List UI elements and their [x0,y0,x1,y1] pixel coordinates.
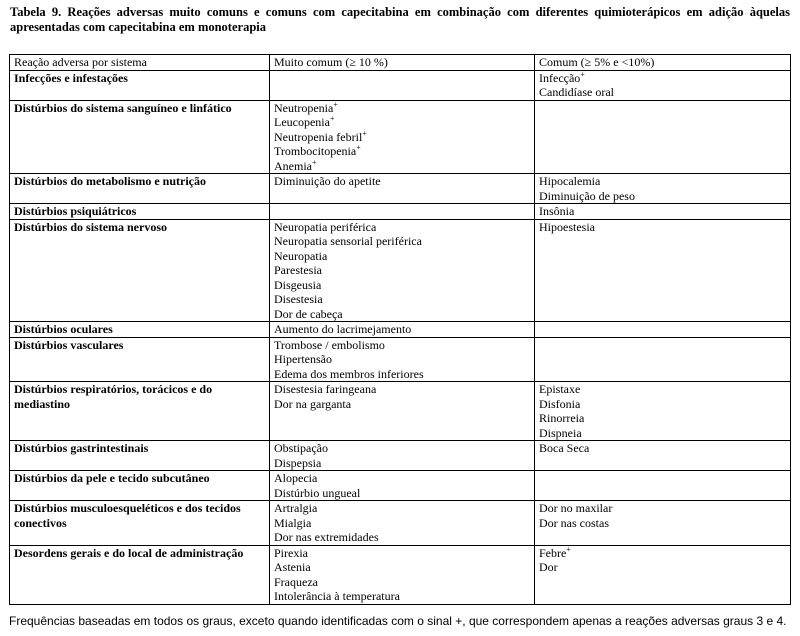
common-cell [535,545,791,604]
common-cell [535,322,791,338]
reaction-item [274,322,530,337]
reaction-text: Diminuição de peso [539,188,635,203]
reaction-item [274,130,530,145]
table-row [10,174,791,204]
reaction-item [539,397,786,412]
system-cell: Infecções e infestações [10,70,270,100]
reaction-text: Hipoestesia [539,219,595,234]
very-common-cell [270,174,535,204]
common-cell [535,100,791,174]
reaction-item [274,307,530,322]
reaction-text: Distúrbio ungueal [274,485,361,500]
reaction-text: Mialgia [274,515,312,530]
reaction-item [274,174,530,189]
reaction-text: Disgeusia [274,277,322,292]
reaction-text: Artralgia [274,501,318,515]
reaction-item [539,382,786,397]
reaction-text: Hipocalemia [539,174,601,188]
reaction-item [274,575,530,590]
reaction-item [274,456,530,471]
reaction-item [539,189,786,204]
reaction-text: Anemia [274,158,312,173]
reaction-text: Dispneia [539,425,582,440]
reaction-item [539,441,786,456]
table-row [10,100,791,174]
reaction-text: Epistaxe [539,382,581,396]
reaction-item [274,486,530,501]
reaction-text: Trombocitopenia [274,144,357,158]
reaction-item [274,441,530,456]
reaction-item [539,426,786,441]
table-row [10,501,791,546]
reaction-item [274,546,530,561]
reaction-text: Disestesia [274,292,323,306]
grade-3-4-marker: + [329,114,335,123]
reaction-item [274,530,530,545]
grade-3-4-marker: + [566,544,571,554]
reaction-item [274,234,530,249]
reaction-text: Disfonia [539,396,581,411]
header-system: Reação adversa por sistema [10,55,270,71]
system-cell: Distúrbios musculoesqueléticos e dos tecidos conectivos [10,501,270,546]
common-cell [535,501,791,546]
reaction-item [539,546,786,561]
system-cell: Distúrbios oculares [10,322,270,338]
reaction-text: Dor de cabeça [274,306,343,321]
reaction-item [274,501,530,516]
table-row [10,219,791,322]
grade-3-4-marker: + [580,69,585,79]
reaction-item [274,560,530,575]
reaction-text: Fraqueza [274,574,318,589]
very-common-cell [270,219,535,322]
common-cell [535,471,791,501]
reaction-item [274,338,530,353]
reaction-text: Aumento do lacrimejamento [274,322,412,336]
common-cell [535,219,791,322]
reaction-text: Diminuição do apetite [274,174,381,188]
reaction-item [274,589,530,604]
common-cell [535,382,791,441]
very-common-cell [270,501,535,546]
grade-3-4-marker: + [333,99,338,109]
reaction-text: Dor [539,560,558,574]
reaction-text: Dor nas costas [539,515,609,530]
reaction-item [274,263,530,278]
system-cell: Distúrbios gastrintestinais [10,441,270,471]
reaction-item [274,220,530,235]
reaction-item [274,471,530,486]
common-cell [535,441,791,471]
reaction-text: Dor no maxilar [539,501,613,515]
very-common-cell [270,471,535,501]
table-row [10,382,791,441]
reaction-text: Leucopenia [274,115,330,129]
table-row [10,70,791,100]
reaction-text: Neutropenia [274,100,334,115]
reaction-text: Rinorreia [539,411,585,425]
reaction-item [274,278,530,293]
footnote: Frequências baseadas em todos os graus, exceto quando identificadas com o sinal +, que correspondem apenas a reações adversas graus 3 e 4. [9,614,787,628]
grade-3-4-marker: + [356,143,361,152]
system-cell: Distúrbios do metabolismo e nutrição [10,174,270,204]
reaction-text: Dispepsia [274,455,322,470]
system-cell: Distúrbios psiquiátricos [10,204,270,220]
common-cell [535,337,791,382]
table-row [10,322,791,338]
reaction-text: Febre [539,545,567,560]
table-caption: Tabela 9. Reações adversas muito comuns e comuns com capecitabina em combinação com diferentes quimioterápicos em adição àquelas apresentadas com capecitabina em monoterapia [10,5,790,34]
system-cell: Distúrbios respiratórios, torácicos e do mediastino [10,382,270,441]
system-cell: Distúrbios vasculares [10,337,270,382]
reaction-text: Neuropatia sensorial periférica [274,234,422,248]
reaction-item [274,292,530,307]
very-common-cell [270,322,535,338]
reaction-item [539,204,786,219]
reaction-item [274,159,530,174]
reaction-text: Neuropatia periférica [274,219,377,234]
common-cell [535,70,791,100]
system-cell: Distúrbios do sistema sanguíneo e linfático [10,100,270,174]
reaction-text: Neutropenia febril [274,129,363,144]
reaction-item [539,220,786,235]
very-common-cell [270,70,535,100]
reaction-text: Trombose / embolismo [274,337,385,352]
reaction-item [274,115,530,130]
system-cell: Distúrbios do sistema nervoso [10,219,270,322]
reaction-text: Boca Seca [539,441,590,455]
reaction-text: Pirexia [274,545,308,560]
reaction-text: Alopecia [274,471,318,485]
common-cell [535,204,791,220]
very-common-cell [270,382,535,441]
adverse-reactions-table [9,54,791,605]
table-row [10,545,791,604]
reaction-text: Neuropatia [274,248,328,263]
reaction-item [539,411,786,426]
table-row [10,441,791,471]
reaction-item [539,516,786,531]
reaction-item [274,352,530,367]
table-header-row [10,55,791,71]
reaction-item [274,101,530,116]
very-common-cell [270,337,535,382]
reaction-text: Edema dos membros inferiores [274,366,424,381]
grade-3-4-marker: + [362,128,367,138]
reaction-text: Disestesia faringeana [274,382,377,396]
header-common: Comum (≥ 5% e <10%) [535,55,791,71]
reaction-text: Insônia [539,204,575,218]
reaction-text: Dor na garganta [274,396,352,411]
table-row [10,337,791,382]
reaction-item [274,144,530,159]
table-row [10,471,791,501]
reaction-text: Hipertensão [274,352,332,366]
system-cell: Desordens gerais e do local de administração [10,545,270,604]
reaction-item [274,397,530,412]
reaction-text: Parestesia [274,263,322,277]
reaction-text: Infecção [539,70,581,85]
very-common-cell [270,441,535,471]
reaction-item [274,516,530,531]
reaction-text: Candidíase oral [539,85,614,99]
reaction-item [539,85,786,100]
reaction-text: Obstipação [274,441,328,455]
grade-3-4-marker: + [312,157,317,167]
reaction-item [274,367,530,382]
very-common-cell [270,100,535,174]
reaction-item [539,174,786,189]
reaction-text: Dor nas extremidades [274,530,379,544]
system-cell: Distúrbios da pele e tecido subcutâneo [10,471,270,501]
reaction-text: Intolerância à temperatura [274,589,400,603]
header-very-common: Muito comum (≥ 10 %) [270,55,535,71]
very-common-cell [270,204,535,220]
table-body [10,70,791,604]
very-common-cell [270,545,535,604]
common-cell [535,174,791,204]
reaction-item [539,71,786,86]
reaction-item [274,382,530,397]
reaction-item [274,249,530,264]
reaction-text: Astenia [274,560,311,574]
reaction-item [539,501,786,516]
table-row [10,204,791,220]
reaction-item [539,560,786,575]
